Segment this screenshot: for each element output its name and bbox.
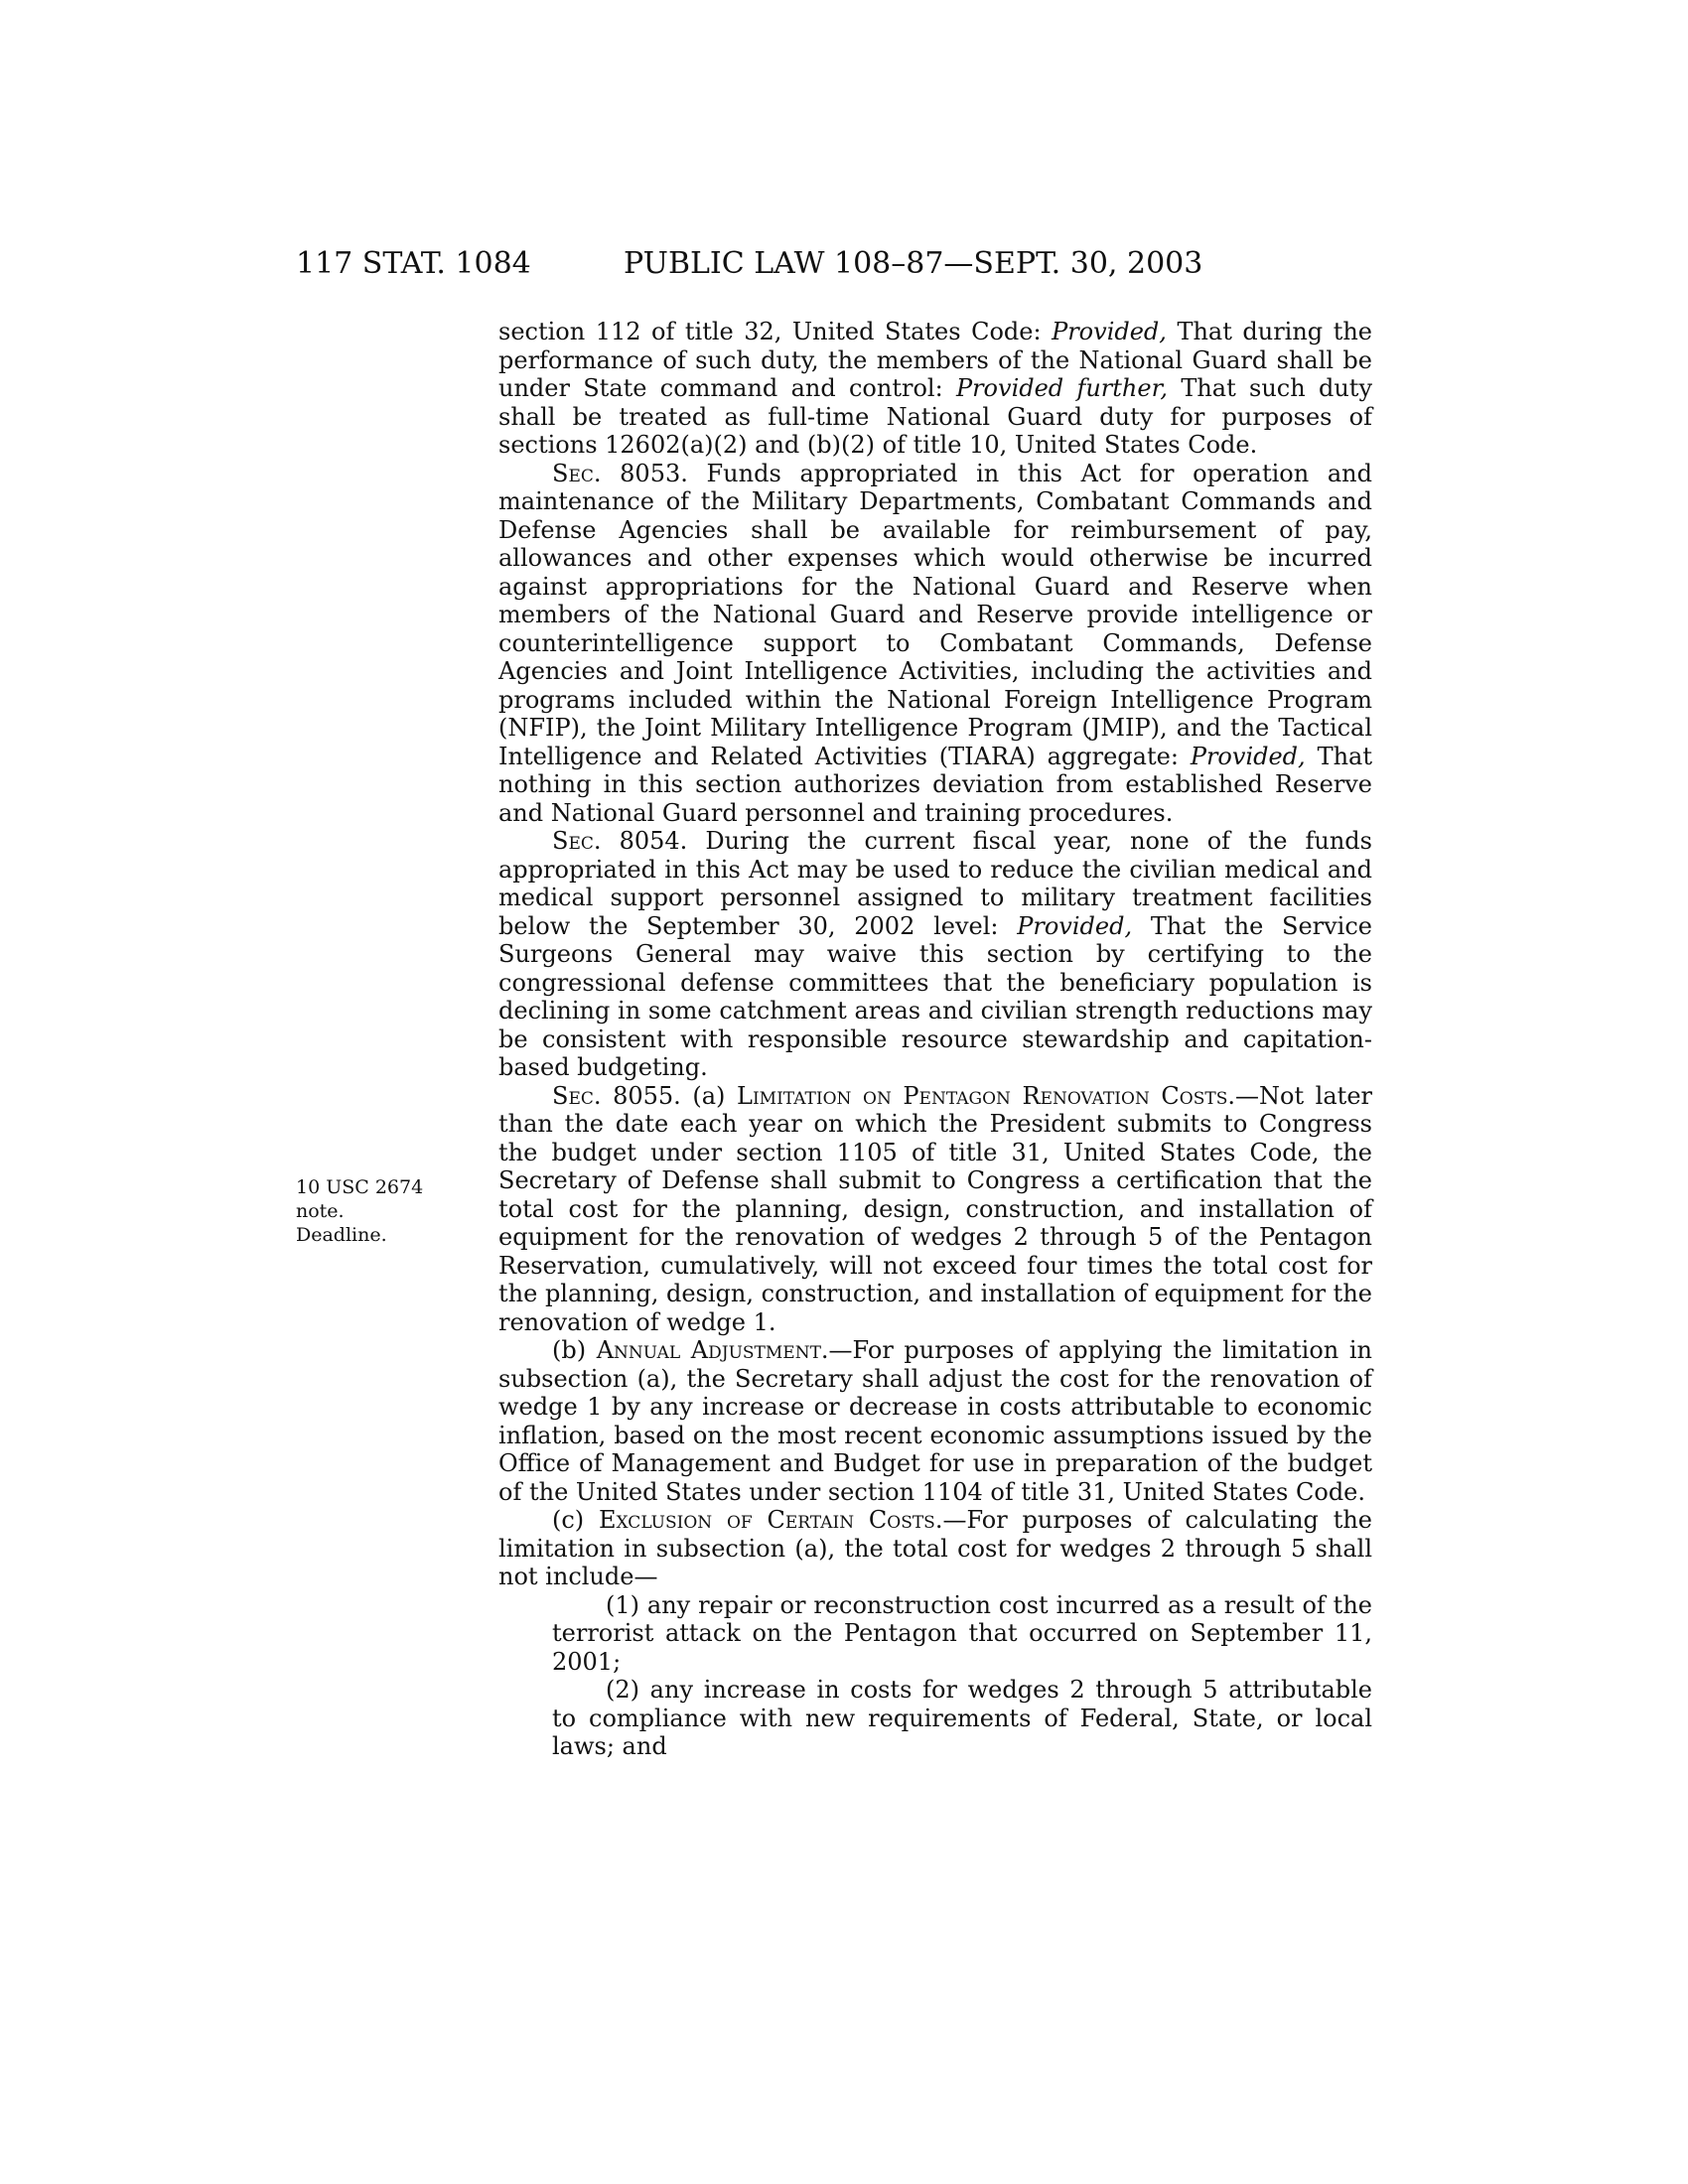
text-run: That during the performance of such duty, the members of the National Guard shall be under State command and control: (498, 318, 1372, 402)
margin-note-note: note. (296, 1200, 345, 1222)
list-item-2: (2) any increase in costs for wedges 2 through 5 attributable to compliance with new requirements of Federal, State, or local laws; and (552, 1676, 1372, 1760)
proviso-italic: Provided, (1052, 318, 1167, 345)
paragraph-continuation (498, 318, 1372, 460)
text-run: 8054. During the current fiscal year, none of the funds appropriated in this Act may be used to reduce the civilian medical and medical support personnel assigned to military treatment facilities below the September 30, 2002 level: (498, 827, 1372, 940)
text-run: That such duty shall be treated as full-time National Guard duty for purposes of sections 12602(a)(2) and (b)(2) of title 10, United States Code. (498, 374, 1373, 459)
margin-note (296, 1175, 465, 1247)
section-label: Sec. (552, 827, 602, 855)
text-run: —Not later than the date each year on which the President submits to Congress the budget under section 1105 of title 31, United States Code, the Secretary of Defense shall submit to Congress a certification that the total cost for the planning, design, construction, and installation of equipment for the renovation of wedges 2 through 5 of the Pentagon Reservation, cumulatively, will not exceed four times the total cost for the planning, design, construction, and installation of equipment for the renovation of wedge 1. (498, 1081, 1372, 1336)
section-8055-c (498, 1506, 1372, 1591)
text-run: —For purposes of applying the limitation in subsection (a), the Secretary shall adjust the cost for the renovation of wedge 1 by any increase or decrease in costs attributable to economic inflation, based on the most recent economic assumptions issued by the Office of Management and Budget for use in preparation of the budget of the United States under section 1104 of title 31, United States Code. (498, 1336, 1372, 1506)
list-item-1: (1) any repair or reconstruction cost incurred as a result of the terrorist attack on the Pentagon that occurred on September 11, 2001; (552, 1590, 1372, 1676)
body-text (498, 318, 1372, 1761)
text-run: 8053. Funds appropriated in this Act for operation and maintenance of the Military Departments, Combatant Commands and Defense Agencies shall be available for reimbursement of pay, allowances and other expenses which would otherwise be incurred against appropriations for the National Guard and Reserve when members of the National Guard and Reserve provide intelligence or counterintelligence support to Combatant Commands, Defense Agencies and Joint Intelligence Activities, including the activities and programs included within the National Foreign Intelligence Program (NFIP), the Joint Military Intelligence Program (JMIP), and the Tactical Intelligence and Related Activities (TIARA) aggregate: (498, 459, 1372, 770)
margin-note-deadline: Deadline. (296, 1224, 387, 1246)
page-header (0, 246, 1688, 286)
text-run: 8055. (a) (601, 1081, 738, 1110)
statute-page-reference: 117 STAT. 1084 (296, 246, 531, 281)
text-run: That the Service Surgeons General may waive this section by certifying to the congressional defense committees that the beneficiary population is declining in some catchment areas and civilian strength reductions may be consistent with responsible resource stewardship and capitation-based budgeting. (498, 911, 1372, 1081)
proviso-italic: Provided further, (955, 374, 1169, 402)
text-run: section 112 of title 32, United States Code: (498, 318, 1053, 345)
text-run: (b) (552, 1336, 597, 1364)
proviso-italic: Provided, (1190, 742, 1306, 770)
section-8055-b (498, 1336, 1372, 1506)
text-run: That nothing in this section authorizes deviation from established Reserve and National Guard personnel and training procedures. (498, 742, 1372, 827)
section-label: Sec. (552, 1081, 602, 1110)
margin-note-citation: 10 USC 2674 (296, 1176, 424, 1198)
section-8054 (498, 827, 1372, 1082)
text-run: —For purposes of calculating the limitation in subsection (a), the total cost for wedges 2 through 5 shall not include— (498, 1506, 1373, 1590)
section-label: Sec. (552, 459, 602, 487)
section-8053 (498, 460, 1372, 828)
subsection-heading: Limitation on Pentagon Renovation Costs. (737, 1081, 1235, 1110)
public-law-title: PUBLIC LAW 108–87—SEPT. 30, 2003 (624, 246, 1203, 281)
subsection-heading: Exclusion of Certain Costs. (598, 1506, 943, 1534)
subsection-heading: Annual Adjustment. (596, 1336, 829, 1364)
text-run: (c) (552, 1506, 599, 1534)
proviso-italic: Provided, (1017, 911, 1133, 940)
section-8055-a (498, 1082, 1372, 1337)
